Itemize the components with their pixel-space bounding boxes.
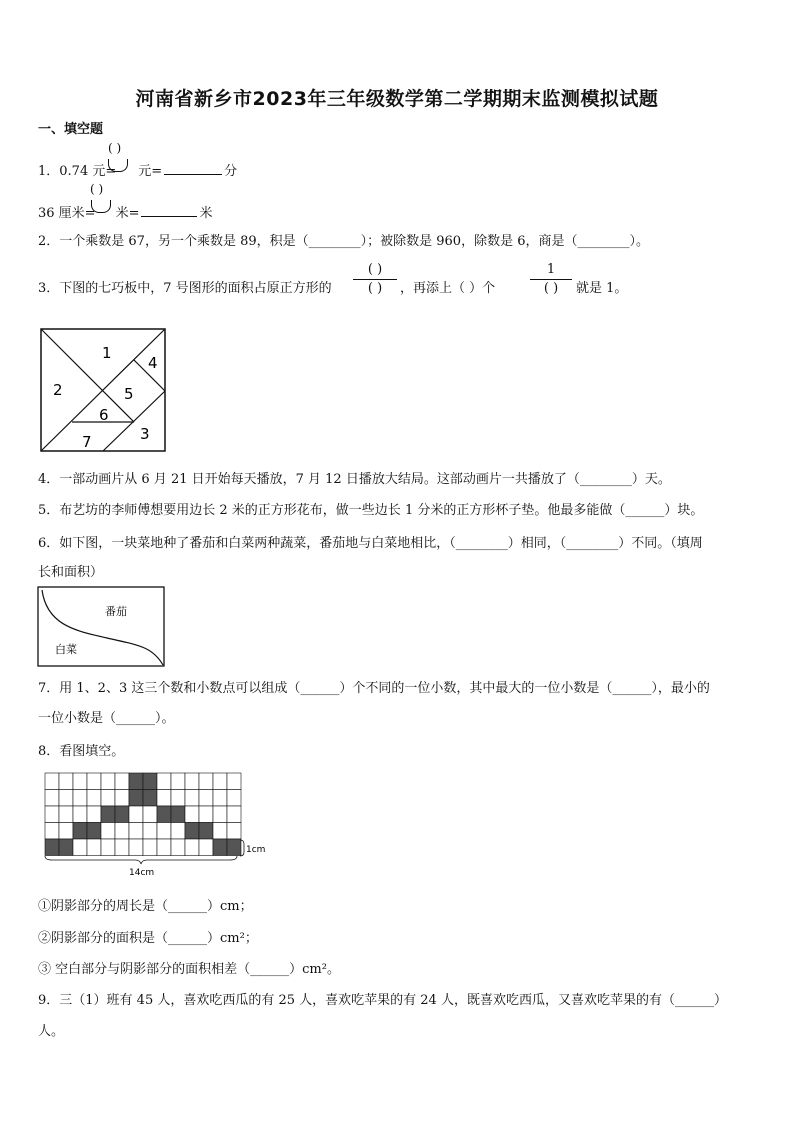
grid-cell: [157, 773, 171, 790]
q1-text-c: 分: [224, 164, 238, 179]
q3-text-b: ，再添上（ ）个: [400, 281, 496, 296]
grid-cell: [199, 790, 213, 807]
q8-sub-3: ③ 空白部分与阴影部分的面积相差（______）cm²。: [38, 962, 340, 977]
q1-paren-box-2[interactable]: [91, 200, 111, 213]
grid-cell: [171, 773, 185, 790]
grid-cell-shaded: [45, 839, 59, 856]
grid-cell: [129, 823, 143, 840]
q1-blank-2[interactable]: [141, 216, 197, 217]
q1-line1: [38, 160, 237, 179]
grid-cell: [171, 823, 185, 840]
grid-cell: [59, 790, 73, 807]
grid-cell-shaded: [199, 823, 213, 840]
q7-line2: 一位小数是（______）。: [38, 711, 175, 726]
q1-blank-1[interactable]: [164, 174, 222, 175]
grid-cell: [87, 806, 101, 823]
q7-line1: 7．用 1、2、3 这三个数和小数点可以组成（______）个不同的一位小数，其中最大的一位小数是（______），最小的: [38, 681, 710, 696]
grid-cell: [185, 773, 199, 790]
grid-cell: [59, 806, 73, 823]
grid-cell-shaded: [185, 823, 199, 840]
grid-cell: [115, 790, 129, 807]
grid-cell: [45, 806, 59, 823]
grid-cell: [129, 839, 143, 856]
q1-text-b: 元=: [138, 164, 163, 179]
tangram-label-7: 7: [82, 433, 92, 451]
grid-cell: [185, 806, 199, 823]
q3-text-c: 就是 1。: [576, 281, 628, 296]
grid-cell-shaded: [143, 773, 157, 790]
grid-cell-shaded: [213, 839, 227, 856]
grid-cell: [101, 773, 115, 790]
tangram-label-2: 2: [53, 381, 63, 399]
grid-cell: [157, 823, 171, 840]
q3-text-a: 3．下图的七巧板中，7 号图形的面积占原正方形的: [38, 281, 332, 296]
q3-frac-bottom: ( ): [367, 281, 383, 296]
grid-cell: [213, 773, 227, 790]
grid-cell: [143, 806, 157, 823]
grid-cell: [45, 773, 59, 790]
grid-cell: [45, 790, 59, 807]
grid-cell-shaded: [73, 823, 87, 840]
grid-cell-shaded: [59, 839, 73, 856]
grid-cell: [115, 839, 129, 856]
grid-cell: [87, 790, 101, 807]
q8-sub-2: ②阴影部分的面积是（______）cm²；: [38, 931, 258, 946]
grid-cell: [227, 823, 241, 840]
grid-cell: [143, 823, 157, 840]
grid-cell: [73, 839, 87, 856]
grid-cell: [87, 839, 101, 856]
page-title: 河南省新乡市2023年三年级数学第二学期期末监测模拟试题: [135, 88, 659, 110]
grid-cell-shaded: [143, 790, 157, 807]
grid-cell-shaded: [87, 823, 101, 840]
vegetable-plot-figure: [37, 586, 165, 668]
q3-fraction[interactable]: [353, 262, 397, 297]
grid-cell-shaded: [129, 773, 143, 790]
grid-cell: [87, 773, 101, 790]
tangram-label-1: 1: [102, 344, 112, 362]
q1-paren-1: ( ): [108, 141, 122, 155]
question-5: 5．布艺坊的李师傅想要用边长 2 米的正方形花布，做一些边长 1 分米的正方形杯子垫。他最多能做（______）块。: [38, 503, 704, 518]
grid-cell: [129, 806, 143, 823]
grid-cell: [213, 806, 227, 823]
tomato-label: 番茄: [105, 605, 127, 618]
grid-cell: [143, 839, 157, 856]
grid-figure: [40, 768, 280, 878]
tangram-label-4: 4: [148, 354, 158, 372]
grid-height-label: 1cm: [246, 845, 266, 855]
q1-line2: [38, 202, 213, 221]
tangram-figure: [38, 326, 168, 454]
grid-cell: [213, 790, 227, 807]
tangram-label-6: 6: [99, 406, 109, 424]
grid-cell-shaded: [101, 806, 115, 823]
q6-line2: 长和面积）: [38, 565, 104, 580]
grid-cell: [171, 839, 185, 856]
grid-cell-shaded: [129, 790, 143, 807]
grid-cell: [227, 790, 241, 807]
grid-cell: [199, 806, 213, 823]
question-4: 4．一部动画片从 6 月 21 日开始每天播放，7 月 12 日播放大结局。这部动画片一共播放了（________）天。: [38, 472, 671, 487]
question-8: 8．看图填空。: [38, 744, 125, 759]
grid-cell: [73, 773, 87, 790]
q1-text-a: 1．0.74 元=: [38, 164, 117, 179]
tangram-label-3: 3: [140, 425, 150, 443]
grid-cell: [199, 773, 213, 790]
q1-text-f: 米: [199, 206, 213, 221]
grid-cell-shaded: [115, 806, 129, 823]
q3-unit-bottom: ( ): [543, 281, 559, 296]
question-2: 2．一个乘数是 67，另一个乘数是 89，积是（________）；被除数是 960，除数是 6，商是（________）。: [38, 234, 649, 249]
grid-cell: [101, 790, 115, 807]
grid-cell: [73, 806, 87, 823]
grid-cell: [171, 790, 185, 807]
q1-paren-2: ( ): [90, 182, 104, 196]
grid-cell: [101, 823, 115, 840]
grid-cell: [227, 806, 241, 823]
grid-cell: [199, 839, 213, 856]
q8-sub-1: ①阴影部分的周长是（______）cm；: [38, 899, 253, 914]
grid-cell-shaded: [157, 806, 171, 823]
grid-cell: [185, 839, 199, 856]
grid-cell: [59, 823, 73, 840]
q1-text-e: 米=: [115, 206, 140, 221]
q1-paren-box-1[interactable]: [108, 159, 128, 172]
grid-cell: [73, 790, 87, 807]
grid-cell: [213, 823, 227, 840]
q3-unit-fraction[interactable]: [530, 262, 572, 297]
cabbage-label: 白菜: [55, 643, 77, 656]
grid-cell: [157, 790, 171, 807]
grid-cell: [115, 823, 129, 840]
grid-cell-shaded: [171, 806, 185, 823]
grid-cell: [115, 773, 129, 790]
q6-line1: 6．如下图，一块菜地种了番茄和白菜两种蔬菜，番茄地与白菜地相比，（________）相同，（________）不同。（填周: [38, 536, 703, 551]
grid-cell: [45, 823, 59, 840]
grid-cell: [101, 839, 115, 856]
tangram-label-5: 5: [124, 385, 134, 403]
q3-unit-top: 1: [546, 262, 556, 277]
q9-line2: 人。: [38, 1024, 65, 1039]
section-heading: 一、填空题: [38, 122, 104, 137]
grid-cell: [157, 839, 171, 856]
q9-line1: 9．三（1）班有 45 人，喜欢吃西瓜的有 25 人，喜欢吃苹果的有 24 人，既喜欢吃西瓜，又喜欢吃苹果的有（______）: [38, 993, 727, 1008]
grid-cell-shaded: [227, 839, 241, 856]
q1-text-d: 36 厘米=: [38, 206, 96, 221]
q3-frac-top: ( ): [367, 262, 383, 277]
grid-width-label: 14cm: [129, 868, 155, 878]
grid-cell: [185, 790, 199, 807]
grid-cell: [227, 773, 241, 790]
grid-cell: [59, 773, 73, 790]
